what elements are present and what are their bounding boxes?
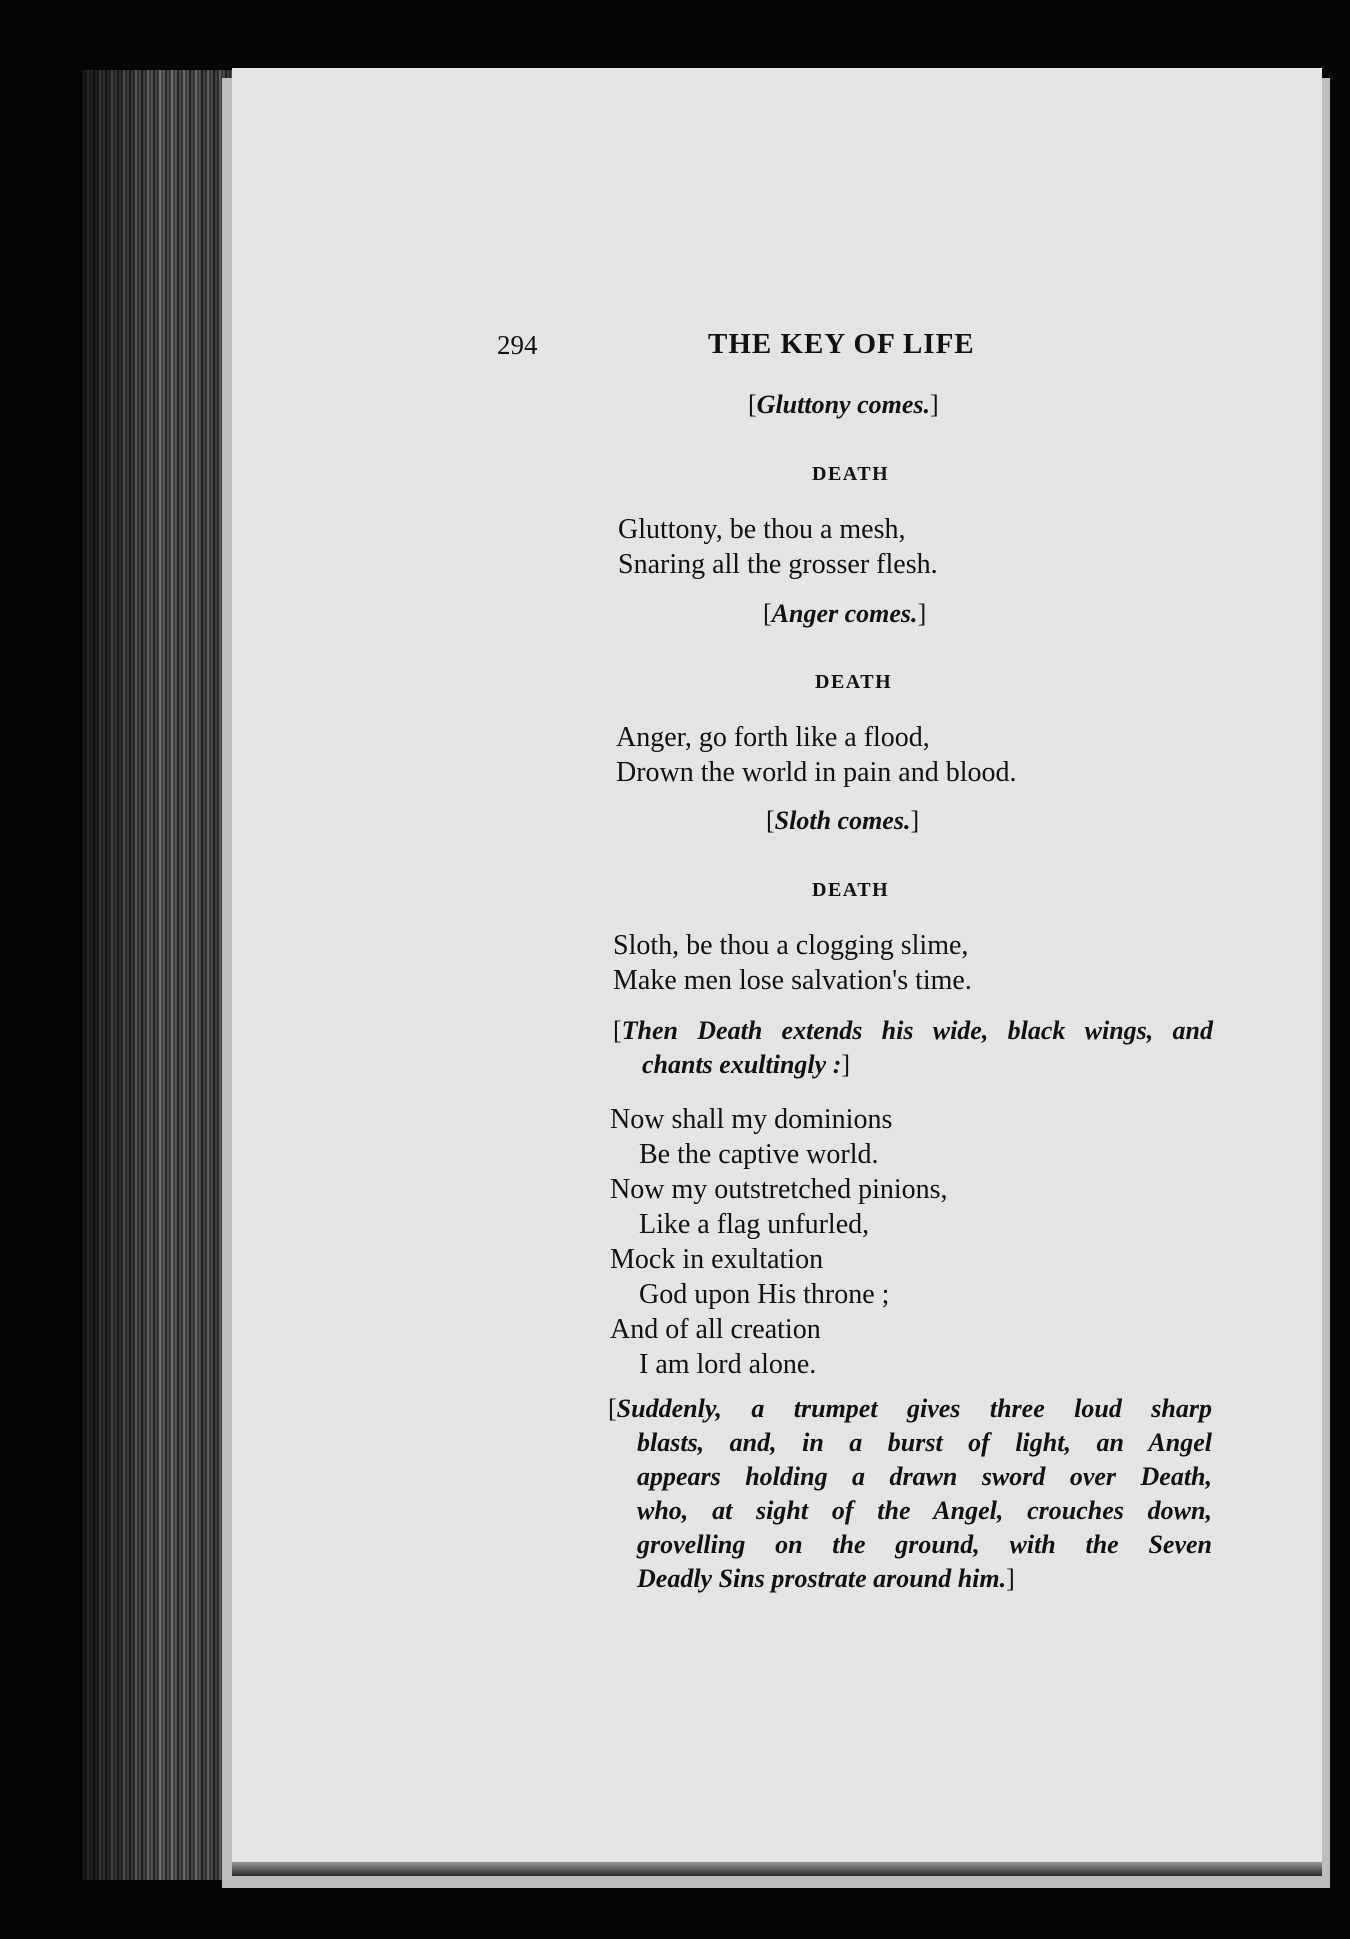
book-page bbox=[232, 68, 1322, 1868]
stage-direction-line: chants exultingly : bbox=[642, 1050, 842, 1079]
page-bottom-shadow bbox=[232, 1862, 1322, 1876]
speaker-label: DEATH bbox=[815, 671, 893, 693]
verse-line: Like a flag unfurled, bbox=[639, 1209, 870, 1240]
verse-line: Be the captive world. bbox=[639, 1139, 879, 1170]
stage-direction-line: Then Death extends his wide, black wings, and bbox=[621, 1016, 1213, 1045]
verse-line: Now shall my dominions bbox=[610, 1104, 893, 1135]
stage-direction-text: Sloth comes. bbox=[774, 806, 911, 835]
verse-line: I am lord alone. bbox=[639, 1349, 817, 1380]
stage-direction-gluttony: [Gluttony comes.] bbox=[748, 390, 939, 419]
page-edges-shadow bbox=[82, 70, 232, 1880]
stage-direction-line: grovelling on the ground, with the Seven bbox=[637, 1530, 1212, 1559]
stage-direction-anger: [Anger comes.] bbox=[763, 599, 927, 628]
verse-line: God upon His throne ; bbox=[639, 1279, 890, 1310]
speaker-label: DEATH bbox=[812, 463, 890, 485]
stage-direction-text: Gluttony comes. bbox=[756, 390, 931, 419]
stage-direction-line: who, at sight of the Angel, crouches down, bbox=[637, 1496, 1212, 1525]
verse-line: Anger, go forth like a flood, bbox=[616, 722, 930, 753]
running-title: THE KEY OF LIFE bbox=[708, 328, 975, 360]
stage-direction-angel: [Suddenly, a trumpet gives three loud sharp blasts, and, in a burst of light, an Angel appears holding a drawn sword over Death, who, at sight of the Angel, crouches down, grovelling on the ground, with the Seven Deadly Sins prostrate around him.] bbox=[608, 1394, 1212, 1593]
stage-direction-line: Deadly Sins prostrate around him. bbox=[637, 1564, 1007, 1593]
verse-sloth bbox=[613, 928, 972, 998]
stage-direction-sloth: [Sloth comes.] bbox=[766, 806, 920, 835]
verse-line: Now my outstretched pinions, bbox=[610, 1174, 948, 1205]
page-header bbox=[232, 330, 1322, 370]
verse-anger bbox=[616, 720, 1017, 790]
verse-chant bbox=[610, 1102, 948, 1382]
verse-line: And of all creation bbox=[610, 1314, 821, 1345]
stage-direction-death-wings: [Then Death extends his wide, black wings, and chants exultingly :] bbox=[613, 1016, 1213, 1079]
verse-line: Gluttony, be thou a mesh, bbox=[618, 514, 906, 545]
stage-direction-text: Anger comes. bbox=[771, 599, 918, 628]
verse-line: Make men lose salvation's time. bbox=[613, 965, 972, 996]
stage-direction-line: blasts, and, in a burst of light, an Angel bbox=[637, 1428, 1212, 1457]
verse-line: Snaring all the grosser flesh. bbox=[618, 549, 938, 580]
verse-gluttony bbox=[618, 512, 938, 582]
verse-line: Sloth, be thou a clogging slime, bbox=[613, 930, 969, 961]
page-number: 294 bbox=[497, 330, 538, 360]
verse-line: Drown the world in pain and blood. bbox=[616, 757, 1017, 788]
stage-direction-line: Suddenly, a trumpet gives three loud sharp bbox=[616, 1394, 1212, 1423]
verse-line: Mock in exultation bbox=[610, 1244, 824, 1275]
speaker-label: DEATH bbox=[812, 879, 890, 901]
stage-direction-line: appears holding a drawn sword over Death, bbox=[637, 1462, 1212, 1491]
